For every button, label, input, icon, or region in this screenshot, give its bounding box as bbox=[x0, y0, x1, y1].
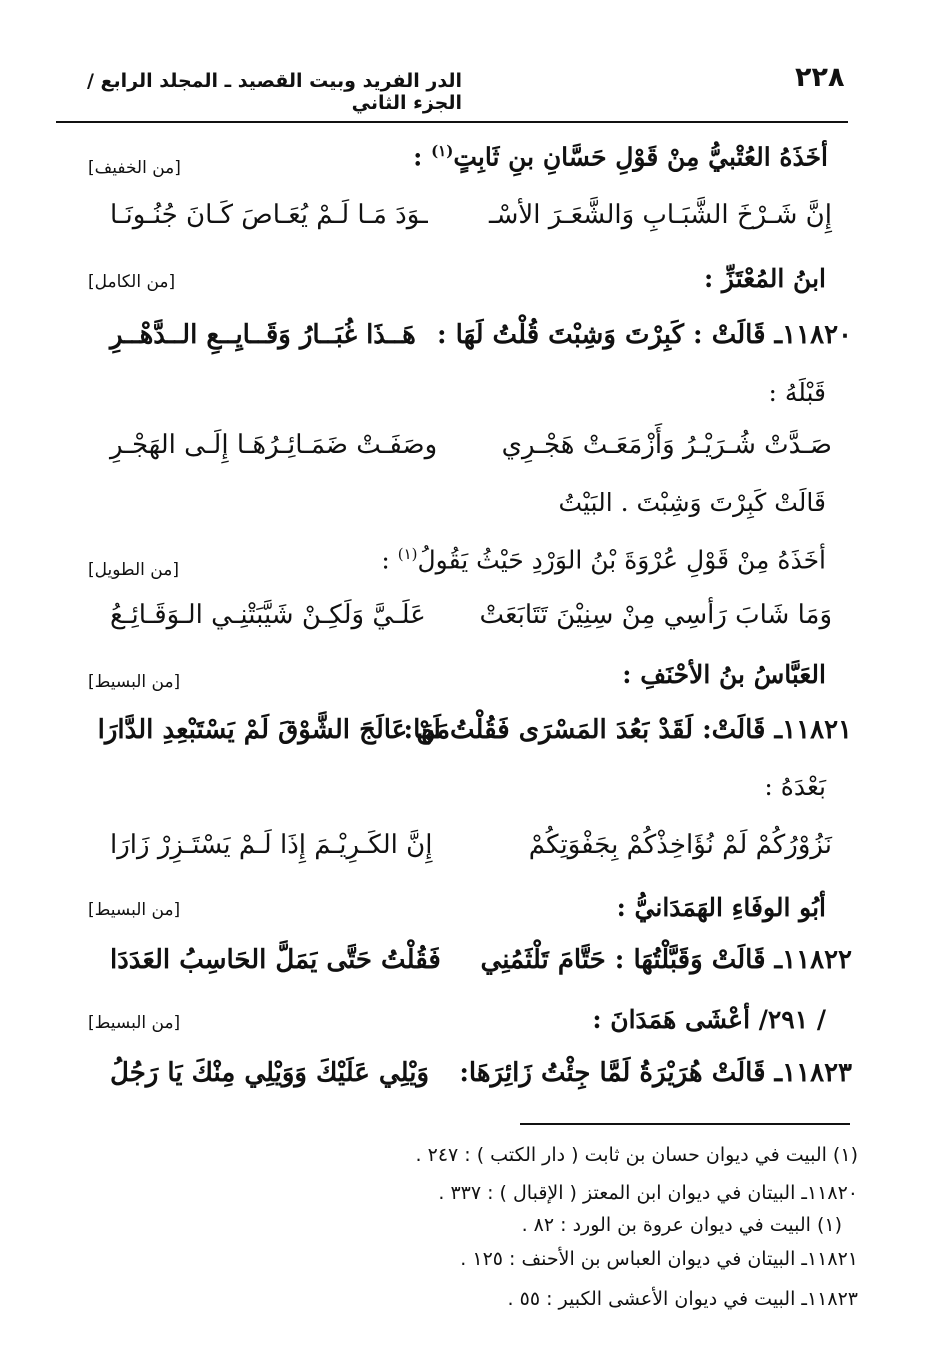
page-number: ٢٢٨ bbox=[795, 62, 845, 93]
verse-second-hemistich: مَنْ عَالَجَ الشَّوْقَ لَمْ يَسْتَبْعِدِ الدَّارَا bbox=[97, 715, 450, 745]
note-before: قَبْلَهُ : bbox=[768, 378, 826, 407]
meter-label: [من الطويل] bbox=[88, 560, 179, 580]
verse-first-hemistich: ١١٨٢٣ـ قَالَتْ هُرَيْرَةُ لَمَّا جِئْتُ زَائِرَهَا: bbox=[459, 1058, 852, 1088]
meter-label: [من البسيط] bbox=[88, 672, 181, 692]
verse-reference: قَالَتْ كَبِرْتَ وَشِبْتَ . البَيْتُ bbox=[558, 488, 826, 517]
intro-line bbox=[413, 142, 828, 171]
intro-text: أخَذَهُ مِنْ قَوْلِ عُرْوَةَ بْنُ الوَرْدِ حَيْثُ يَقُولُ bbox=[417, 545, 826, 575]
poet-name: / ٢٩١/ أعْشَى هَمَدَانَ : bbox=[592, 1005, 826, 1034]
footnote: ١١٨٢٠ـ البيتان في ديوان ابن المعتز ( الإقبال ) : ٣٣٧ . bbox=[438, 1182, 858, 1204]
running-header-title: الدر الفريد وبيت القصيد ـ المجلد الرابع / الجزء الثاني bbox=[86, 70, 462, 114]
verse-second-hemistich: عَلَـيَّ وَلَكِـنْ شَيَّبَتْنِـي الـوَقَـائِـعُ bbox=[110, 600, 426, 630]
poet-name: ابنُ المُعْتَزِّ : bbox=[704, 264, 826, 293]
poet-name: أبُو الوفَاءِ الهَمَدَانيُّ : bbox=[616, 893, 826, 922]
verse-second-hemistich: وَيْلِي عَلَيْكَ وَوَيْلِي مِنْكَ يَا رَجُلُ bbox=[110, 1058, 429, 1088]
note-after: بَعْدَهُ : bbox=[764, 772, 826, 801]
footnote-ref: (١) bbox=[397, 545, 418, 563]
verse-first-hemistich: ١١٨٢٢ـ قَالَتْ وَقَبَّلْتُهَا : حَتَّامَ تَلْثَمُنِي bbox=[480, 945, 852, 975]
meter-label: [من البسيط] bbox=[88, 900, 181, 920]
meter-label: [من البسيط] bbox=[88, 1013, 181, 1033]
verse-first-hemistich: إِنَّ شَـرْخَ الشَّبَـابِ وَالشَّعَـرَ الأسْـ bbox=[489, 200, 832, 230]
footnote: (١) البيت في ديوان حسان بن ثابت ( دار الكتب ) : ٢٤٧ . bbox=[415, 1144, 858, 1166]
intro-text: أخَذَهُ العُتْبيُّ مِنْ قَوْلِ حَسَّانِ بنِ ثَابِتٍ bbox=[453, 142, 828, 172]
footnote: (١) البيت في ديوان عروة بن الورد : ٨٢ . bbox=[521, 1214, 842, 1236]
colon: : bbox=[381, 545, 390, 575]
footnote: ١١٨٢٣ـ البيت في ديوان الأعشى الكبير : ٥٥ . bbox=[507, 1288, 858, 1310]
verse-first-hemistich: ١١٨٢٠ـ قَالَتْ : كَبِرْتَ وَشِبْتَ قُلْتُ لَهَا : bbox=[437, 320, 852, 350]
verse-first-hemistich: ١١٨٢١ـ قَالَتْ: لَقَدْ بَعُدَ المَسْرَى فَقُلْتُ لَهَا: bbox=[403, 715, 852, 745]
footnote-ref: (١) bbox=[431, 142, 454, 160]
footnote-rule bbox=[520, 1123, 850, 1125]
meter-label: [من الكامل] bbox=[88, 272, 176, 292]
colon: : bbox=[413, 142, 423, 172]
verse-second-hemistich: إِنَّ الكَـرِيْـمَ إِذَا لَـمْ يَسْتَـزِرْ زَارَا bbox=[110, 830, 433, 860]
header-rule bbox=[56, 121, 848, 123]
verse-first-hemistich: نَزُوْرُكُمْ لَمْ نُؤَاخِذْكُمْ بِجَفْوَتِكُمْ bbox=[528, 830, 832, 860]
intro-line bbox=[381, 545, 826, 574]
verse-second-hemistich: وصَفَـتْ ضَمَـائِـرُهَـا إِلَـى الهَجْـرِ bbox=[110, 430, 438, 460]
footnote: ١١٨٢١ـ البيتان في ديوان العباس بن الأحنف : ١٢٥ . bbox=[460, 1248, 858, 1270]
verse-first-hemistich: وَمَا شَابَ رَأسِي مِنْ سِنِيْنَ تَتَابَعَتْ bbox=[479, 600, 832, 630]
verse-second-hemistich: هَــذَا غُبَــارُ وَقَــايِــعِ الــدَّهْــرِ bbox=[110, 320, 416, 350]
verse-second-hemistich: فَقُلْتُ حَتَّى يَمَلَّ الحَاسِبُ العَدَدَا bbox=[110, 945, 441, 975]
verse-second-hemistich: ـوَدَ مَـا لَـمْ يُعَـاصَ كَـانَ جُنُـونَـا bbox=[110, 200, 428, 230]
meter-label: [من الخفيف] bbox=[88, 158, 181, 178]
poet-name: العَبَّاسُ بنُ الأحْنَفِ : bbox=[622, 660, 826, 689]
verse-first-hemistich: صَـدَّتْ شُـرَيْـرُ وَأَزْمَعَـتْ هَجْـرِي bbox=[501, 430, 832, 460]
